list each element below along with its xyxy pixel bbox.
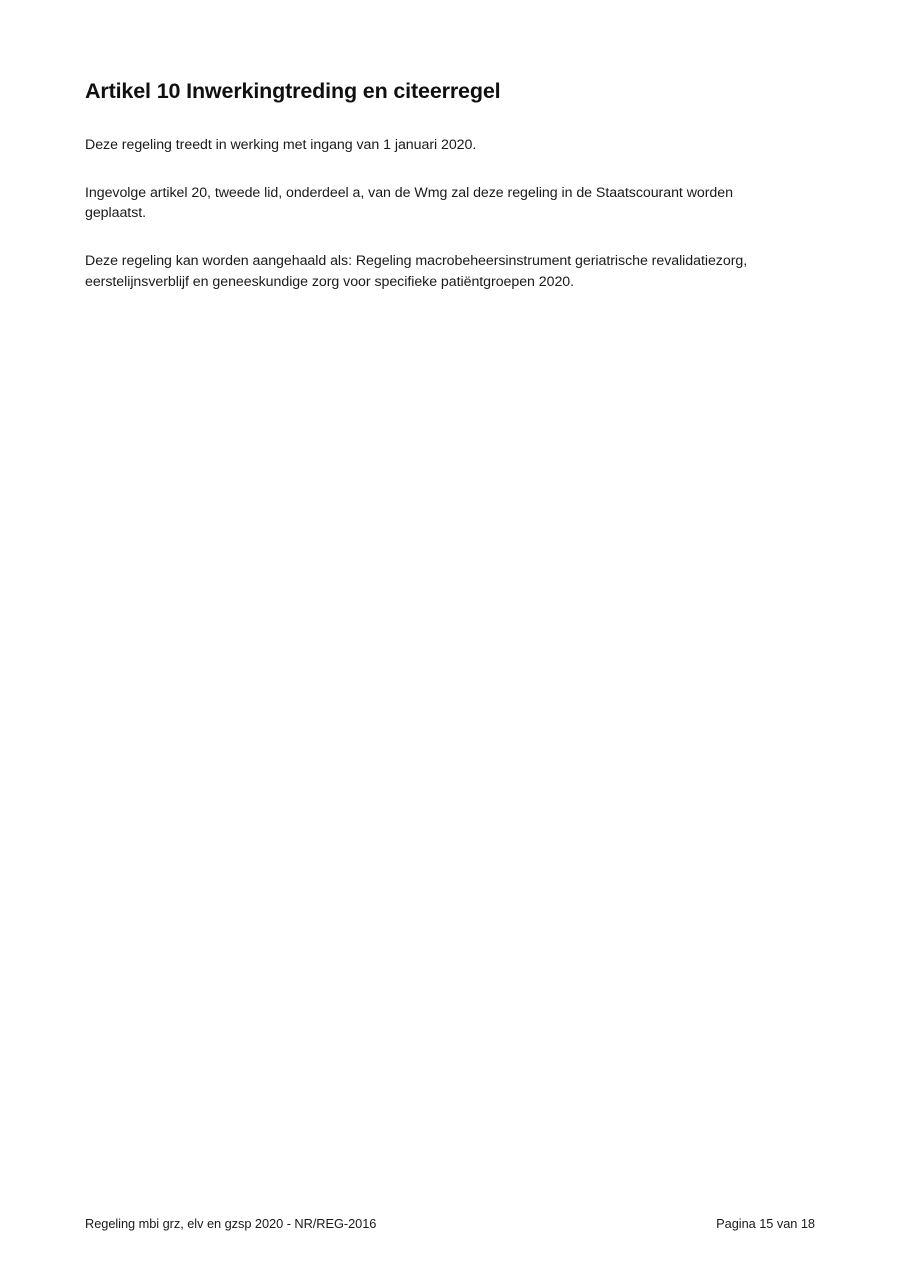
footer-page-number: Pagina 15 van 18 <box>716 1216 815 1231</box>
footer-document-reference: Regeling mbi grz, elv en gzsp 2020 - NR/REG-2016 <box>85 1216 377 1231</box>
page-footer <box>85 1216 815 1231</box>
document-body <box>85 78 815 320</box>
paragraph-effective-date: Deze regeling treedt in werking met ingang van 1 januari 2020. <box>85 136 477 153</box>
page-title: Artikel 10 Inwerkingtreding en citeerregel <box>85 79 501 103</box>
paragraph-citation-title: Deze regeling kan worden aangehaald als: Regeling macrobeheersinstrument geriatrische revalidatiezorg, eerstelijnsverblijf en geneeskundige zorg voor specifieke patiëntgroepen 2020. <box>85 253 748 290</box>
paragraph-publication: Ingevolge artikel 20, tweede lid, onderdeel a, van de Wmg zal deze regeling in de Staatscourant worden geplaatst. <box>85 185 733 222</box>
